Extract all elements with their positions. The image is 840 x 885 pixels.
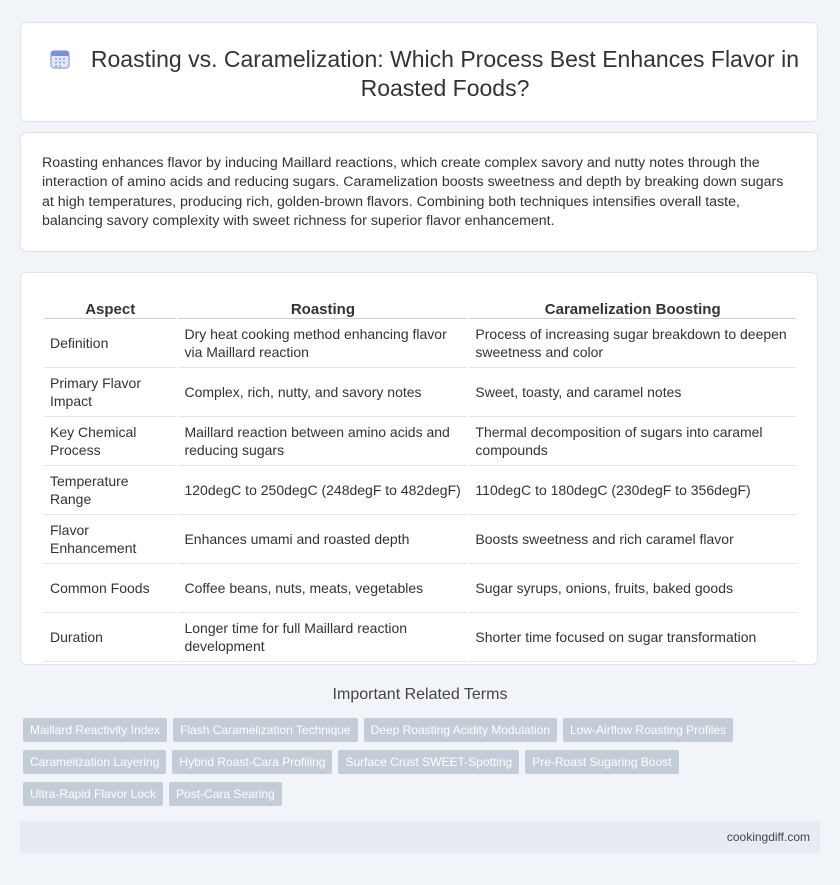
table-cell: 110degC to 180degC (230degF to 356degF) — [469, 466, 796, 515]
table-cell: Maillard reaction between amino acids and reducing sugars — [178, 417, 467, 466]
table-cell: Temperature Range — [44, 466, 176, 515]
table-cell: Complex, rich, nutty, and savory notes — [178, 368, 467, 417]
related-term-tag[interactable]: Flash Caramelization Technique — [173, 718, 358, 742]
table-cell: Flavor Enhancement — [44, 515, 176, 564]
table-cell: Duration — [44, 613, 176, 662]
calendar-icon — [48, 47, 72, 71]
intro-card — [20, 132, 818, 252]
table-cell: Shorter time focused on sugar transformation — [469, 613, 796, 662]
related-term-tag[interactable]: Post-Cara Searing — [169, 782, 282, 806]
table-cell: Dry heat cooking method enhancing flavor via Maillard reaction — [178, 319, 467, 368]
related-terms-heading: Important Related Terms — [332, 686, 508, 703]
related-term-tag[interactable]: Surface Crust SWEET-Spotting — [338, 750, 519, 774]
comparison-table — [42, 294, 798, 662]
intro-paragraph: Roasting enhances flavor by inducing Maillard reactions, which create complex savory and nutty notes through the interaction of amino acids and reducing sugars. Caramelization boosts sweetness and depth by breaking down sugars at high temperatures, producing rich, golden-brown flavors. Combining both techniques intensifies overall taste, balancing savory complexity with sweet richness for superior flavor enhancement. — [42, 155, 784, 230]
table-row — [44, 564, 796, 613]
table-cell: Thermal decomposition of sugars into caramel compounds — [469, 417, 796, 466]
comparison-card — [20, 272, 818, 665]
related-term-tag[interactable]: Hybrid Roast-Cara Profiling — [172, 750, 332, 774]
table-cell: Key Chemical Process — [44, 417, 176, 466]
table-row — [44, 417, 796, 466]
table-row — [44, 613, 796, 662]
related-term-tag[interactable]: Caramelization Layering — [23, 750, 166, 774]
table-row — [44, 368, 796, 417]
related-term-tag[interactable]: Deep Roasting Acidity Modulation — [364, 718, 557, 742]
table-cell: Definition — [44, 319, 176, 368]
related-term-tag[interactable]: Pre-Roast Sugaring Boost — [525, 750, 678, 774]
related-terms-list — [23, 718, 813, 814]
table-cell: Sugar syrups, onions, fruits, baked goods — [469, 564, 796, 613]
table-cell: Enhances umami and roasted depth — [178, 515, 467, 564]
table-row — [44, 515, 796, 564]
related-term-tag[interactable]: Ultra-Rapid Flavor Lock — [23, 782, 163, 806]
table-cell: Process of increasing sugar breakdown to deepen sweetness and color — [469, 319, 796, 368]
page-title: Roasting vs. Caramelization: Which Process Best Enhances Flavor in Roasted Foods? — [90, 46, 800, 101]
table-cell: Longer time for full Maillard reaction development — [178, 613, 467, 662]
related-term-tag[interactable]: Maillard Reactivity Index — [23, 718, 167, 742]
table-cell: Common Foods — [44, 564, 176, 613]
footer — [20, 821, 820, 854]
table-cell: 120degC to 250degC (248degF to 482degF) — [178, 466, 467, 515]
table-row — [44, 466, 796, 515]
title-card — [20, 22, 818, 122]
table-cell: Boosts sweetness and rich caramel flavor — [469, 515, 796, 564]
table-cell: Coffee beans, nuts, meats, vegetables — [178, 564, 467, 613]
table-row — [44, 319, 796, 368]
header-roasting: Roasting — [178, 294, 467, 319]
table-cell: Primary Flavor Impact — [44, 368, 176, 417]
table-cell: Sweet, toasty, and caramel notes — [469, 368, 796, 417]
table-header-row — [44, 294, 796, 319]
footer-site-name[interactable]: cookingdiff.com — [726, 830, 810, 844]
header-caramelization: Caramelization Boosting — [469, 294, 796, 319]
header-aspect: Aspect — [44, 294, 176, 319]
related-term-tag[interactable]: Low-Airflow Roasting Profiles — [563, 718, 733, 742]
